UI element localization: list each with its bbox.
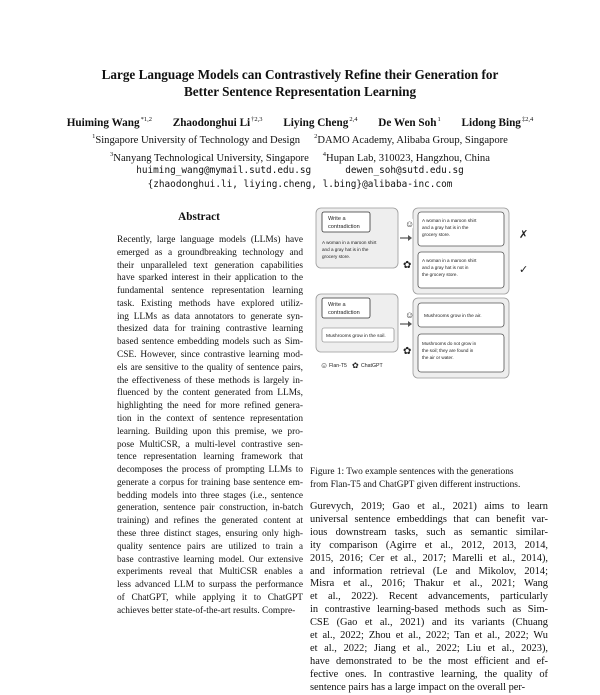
abstract-line: Recently, large language models (LLMs) have [117, 235, 303, 245]
affiliation: Hupan Lab, 310023, Hangzhou, China [326, 153, 490, 164]
author-name: De Wen Soh [378, 117, 437, 129]
top-premise-line-3: grocery store. [322, 254, 351, 259]
abstract-line: less advanced LLM to surpass the performance [117, 580, 303, 591]
abstract-line: decomposes the process of prompting LLMs to [117, 465, 303, 476]
body-line: sentence pairs has a large impact on the overall per- [310, 681, 526, 693]
abstract-line: generation, sentence pair construction, in-batch [117, 503, 303, 514]
affiliation-line-1 [30, 130, 570, 148]
legend-gpt-icon: ✿ [352, 361, 359, 370]
abstract-line: highlighting the need for more refined genera- [117, 401, 303, 412]
email-line-2 [30, 178, 570, 192]
body-line: et al., 2022; Jiang et al., 2022; Liu et al., 2023), [310, 642, 548, 654]
affil-mark: 3 [110, 151, 114, 158]
body-line: universal sentence embeddings that can benefit var- [310, 513, 548, 525]
author-name: Liying Cheng [283, 117, 349, 129]
abstract-line: these three distinct stages, ensuring only high- [117, 528, 303, 539]
caption-line-2: from Flan-T5 and ChatGPT given different instructions. [310, 479, 521, 490]
abstract-line: CSE. However, since contrastive learning mod- [117, 350, 303, 361]
top-gpt-line-3: the grocery store. [422, 272, 458, 277]
flan-emoji-icon: ☺ [405, 310, 415, 320]
body-line: and information retrieval (Le and Mikolov, 2014; [310, 565, 548, 577]
top-gpt-line-2: and a gray hat is not in [422, 265, 469, 270]
figure-caption [310, 466, 548, 491]
abstract-line: generate a corpus for training base sentence em- [117, 477, 303, 488]
author [283, 117, 357, 129]
top-premise-line-1: A woman in a maroon shirt [322, 240, 377, 245]
author-name: Zhaodonghui Li [172, 117, 251, 129]
title-line-1: Large Language Models can Contrastively Refine their Generation for [101, 67, 499, 82]
top-instruction-line-1: Write a [328, 216, 346, 222]
author-marks: ‡2,4 [521, 116, 534, 123]
legend-gpt: ChatGPT [361, 363, 383, 369]
abstract-line: pose MultiCSR, a multi-level contrastive sen- [117, 439, 303, 450]
author [67, 117, 152, 129]
abstract-line: emerged as a groundbreaking technology and [117, 247, 303, 258]
abstract-body [117, 234, 303, 617]
flan-emoji-icon: ☺ [405, 219, 415, 229]
affil-mark: 4 [322, 151, 327, 158]
gpt-icon: ✿ [403, 260, 412, 271]
bottom-gpt-output [418, 334, 504, 372]
abstract-line: based sentence embedding models such as Sim- [117, 337, 303, 348]
body-line: fective ones. In contrastive learning, the quality of [310, 668, 548, 680]
bottom-gpt-line-3: the air or water. [422, 355, 454, 360]
title-line-2: Better Sentence Representation Learning [183, 84, 417, 99]
body-line: et al., 2022). Recent advancements, particularly [310, 591, 548, 603]
author [173, 117, 263, 129]
abstract-line: have sparked interest in their application to the [117, 273, 303, 284]
author-name: Huiming Wang [66, 117, 140, 129]
bottom-gpt-line-2: the soil; they are found in [422, 348, 474, 353]
body-line: in contrastive learning-based methods such as Sim- [310, 604, 548, 616]
email-line-1 [30, 164, 570, 178]
body-line: Misra et al., 2016; Thakur et al., 2021; Wang [310, 578, 548, 590]
abstract-line: tion in the context of sentence representation [117, 413, 303, 424]
intro-body [310, 501, 548, 695]
abstract-line: quality sentence pairs are utilized to train a [117, 541, 303, 552]
top-gpt-line-1: A woman in a maroon shirt [422, 258, 477, 263]
author-marks: 1 [437, 116, 441, 123]
email: {zhaodonghui.li, liying.cheng, l.bing}@alibaba-inc.com [147, 179, 453, 190]
body-line: Gurevych, 2019; Gao et al., 2021) aims to learn [310, 501, 548, 512]
body-line: CSE (Gao et al., 2021) and its variants (Chuang [310, 617, 548, 629]
abstract-line: fluenced by the content generated from LLMs, [117, 388, 303, 399]
email: huiming_wang@mymail.sutd.edu.sg [136, 165, 312, 176]
body-line: ious downstream tasks, such as semantic similar- [310, 526, 548, 538]
abstract-line: tence representation learning framework that [117, 452, 303, 463]
figure-1 [314, 204, 546, 456]
top-flan-line-1: A woman in a maroon shirt [422, 218, 477, 223]
author-marks: *1,2 [140, 116, 152, 123]
abstract-line: task. Existing methods have explored utiliz- [117, 298, 303, 309]
abstract-line: bedding models into three stages (i.e., sentence [117, 490, 303, 501]
legend-flan-icon: ☺ [320, 361, 329, 370]
body-line: have demonstrated to be the most efficient and ef- [310, 655, 548, 667]
abstract-line: experiments reveal that MultiCSR enables a [117, 567, 303, 578]
check-mark-icon: ✓ [519, 264, 529, 276]
author-marks: 2,4 [349, 116, 358, 123]
bottom-instruction-line-2: contradiction [328, 310, 360, 316]
author-list [30, 112, 570, 131]
body-line: ity comparison (Agirre et al., 2012, 2013, 2014, [310, 539, 548, 551]
abstract-line: their unparalleled text generation capabilities [117, 260, 303, 271]
body-line: 2015, 2016; Cer et al., 2017; Marelli et al., 2014), [310, 552, 548, 564]
affiliation: Singapore University of Technology and Design [95, 135, 301, 146]
abstract-line: thesized data for training contrastive learning [117, 324, 303, 335]
email: dewen_soh@sutd.edu.sg [345, 165, 464, 176]
abstract-line: els are sensitive to the quality of sentence pairs, [117, 362, 303, 373]
abstract-line: base contrastive learning model. Our extensive [117, 554, 303, 565]
top-flan-line-2: and a gray hat is in the [422, 225, 469, 230]
bottom-flan: Mushrooms grow in the air. [424, 314, 482, 319]
author-marks: †2,3 [251, 116, 263, 123]
bottom-premise: Mushrooms grow in the soil. [326, 334, 386, 339]
author [462, 117, 534, 129]
author-name: Lidong Bing [461, 117, 521, 129]
affil-mark: 2 [314, 133, 318, 140]
abstract-line: achieves better state-of-the-art results. Compre- [117, 605, 296, 616]
top-flan-line-3: grocery store. [422, 232, 451, 237]
affil-mark: 1 [92, 133, 96, 140]
abstract-line: fundamental sentence representation learning [117, 286, 303, 297]
paper-title [40, 66, 560, 100]
legend-flan: Flan-T5 [329, 363, 347, 369]
affiliation: DAMO Academy, Alibaba Group, Singapore [317, 135, 508, 146]
caption-line-1: Figure 1: Two example sentences with the generations [310, 467, 514, 477]
abstract-line: the effectiveness of these methods is largely in- [117, 375, 303, 386]
affiliation: Nanyang Technological University, Singapore [113, 153, 309, 164]
cross-mark-icon: ✗ [519, 229, 529, 241]
abstract-line: training) and refines the generated content at [117, 516, 303, 527]
top-instruction-line-2: contradiction [328, 224, 360, 230]
abstract-heading: Abstract [178, 211, 220, 223]
abstract-line: ing LLMs as data annotators to generate syn- [117, 311, 303, 322]
bottom-gpt-line-1: Mushrooms do not grow in [422, 341, 477, 346]
abstract-line: learning. Building upon this premise, we pro- [117, 426, 303, 437]
body-line: et al., 2022; Zhou et al., 2022; Tan et al., 2022; Wu [310, 630, 548, 642]
author [378, 117, 440, 129]
bottom-instruction-line-1: Write a [328, 302, 346, 308]
abstract-line: of ChatGPT, while applying it to ChatGPT [117, 592, 303, 603]
gpt-icon: ✿ [403, 346, 412, 357]
top-premise-line-2: and a gray hat is in the [322, 247, 369, 252]
